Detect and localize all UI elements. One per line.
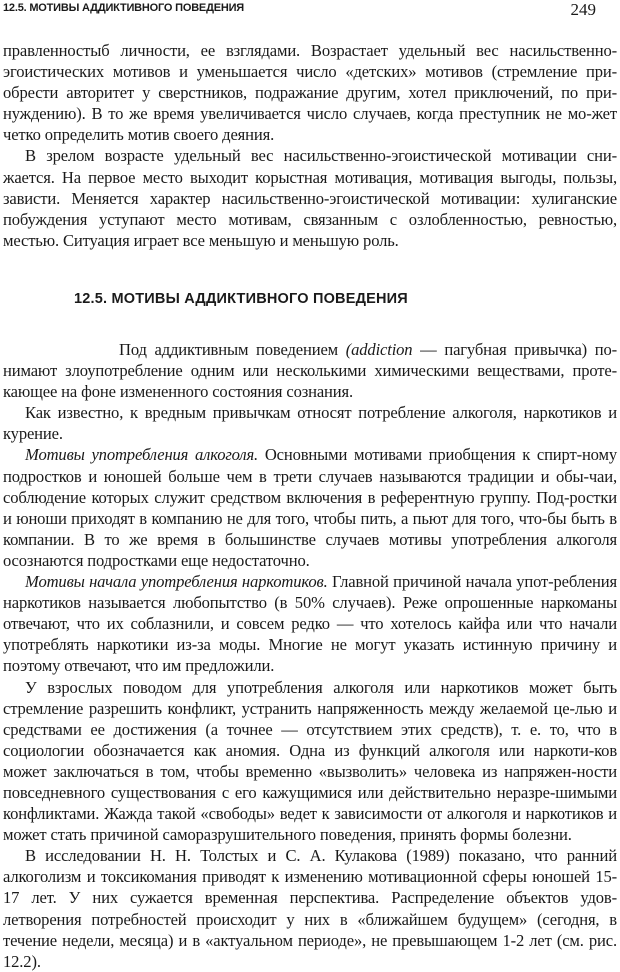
alcohol-motives-text: Основными мотивами приобщения к спирт-ному подростков и юношей больше чем в трети случаев называются традиции и обы-чаи, соблюдение которых служит средством включения в референтную группу. Под-ростки и юноши приходят в компанию не для того, чтобы пить, а пьют для того, что-бы быть в компании. В то же время в большинстве случаев мотивы употребления алкоголя осознаются подростками еще недостаточно. bbox=[3, 445, 618, 570]
drug-motives-text: Главной причиной начала упот-ребления наркотиков называется любопытство (в 50% случаев). Реже опрошенные наркоманы отвечают, что их соблазнили, и совсем редко — что хотелось кайфа или что начали употреблять наркотики из-за моды. Многие не могут указать истинную причину и поэтому отвечают, что им предложили. bbox=[3, 572, 618, 676]
drug-motives-title: Мотивы начала употребления наркотиков. bbox=[25, 572, 328, 592]
definition-start: Под аддиктивным поведением bbox=[119, 340, 346, 359]
paragraph-alcohol-motives bbox=[3, 444, 617, 571]
section-heading: 12.5. МОТИВЫ АДДИКТИВНОГО ПОВЕДЕНИЯ bbox=[74, 291, 408, 307]
text-block-section bbox=[3, 339, 617, 972]
paragraph-bad-habits: Как известно, к вредным привычкам относят потребление алкоголя, наркотиков и курение. bbox=[3, 403, 617, 444]
paragraph-research: В исследовании Н. Н. Толстых и С. А. Кулакова (1989) показано, что ранний алкоголизм и токсикомания приводят к изменению мотивационной сферы юношей 15-17 лет. У них сужается временная перспектива. Распределение объектов удов-летворения потребностей происходит у них в «ближайшем будущем» (сегодня, в течение недели, месяца) и в «актуальном периоде», не превышающем 1-2 лет (см. рис. 12.2). bbox=[3, 846, 617, 971]
alcohol-motives-title: Мотивы употребления алкоголя. bbox=[25, 445, 259, 465]
paragraph-mature-age: В зрелом возрасте удельный вес насильственно-эгоистической мотивации сни-жается. На первое место выходит корыстная мотивация, мотивация выгоды, пользы, зависти. Меняется характер насильственно-эгоистической мотивации: хулиганские побуждения уступают место мотивам, связанным с озлобленностью, ревностью, местью. Ситуация играет все меньшую и меньшую роль. bbox=[3, 146, 617, 250]
page-number: 249 bbox=[570, 0, 596, 19]
paragraph-definition bbox=[3, 339, 617, 402]
running-head: 12.5. МОТИВЫ АДДИКТИВНОГО ПОВЕДЕНИЯ bbox=[3, 2, 244, 14]
text-block-upper bbox=[3, 40, 617, 251]
paragraph-adults: У взрослых поводом для употребления алкоголя или наркотиков может быть стремление разрешить конфликт, устранить напряженность между желаемой це-лью и средствами ее достижения (а точнее — отсутствием этих средств), т. е. то, что в социологии обозначается как аномия. Одна из функций алкоголя или наркоти-ков может заключаться в том, чтобы временно «вызволить» человека из напряжен-ности повседневного существования с его кажущимися или действительно неразре-шимыми конфликтами. Жажда такой «свободы» ведет к зависимости от алкоголя и наркотиков и может стать причиной саморазрушительного поведения, принять формы болезни. bbox=[3, 677, 617, 845]
paragraph-drug-motives bbox=[3, 571, 617, 676]
definition-term: (addiction bbox=[345, 340, 413, 359]
definition-end: — пагубная привычка) по-нимают злоупотребление одним или несколькими химическими веществами, проте-кающее на фоне измененного состояния сознания. bbox=[3, 340, 617, 402]
paragraph-continuation: правленностыб личности, ее взглядами. Возрастает удельный вес насильственно-эгоистических мотивов и уменьшается число «детских» мотивов (стремление при-обрести авторитет у сверстников, подражание другим, хотел приключений, по при-нуждению). В то же время увеличивается число случаев, когда преступник не мо-жет четко определить мотив своего деяния. bbox=[3, 41, 617, 145]
